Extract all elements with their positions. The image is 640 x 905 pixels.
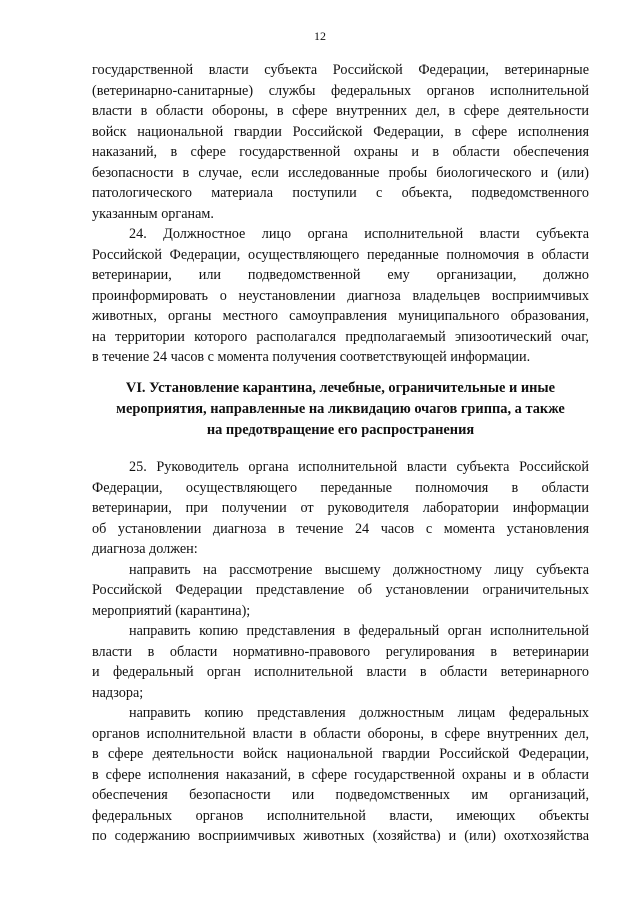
list-item-start: направить на рассмотрение высшему должностному лицу субъекта <box>129 561 589 578</box>
text-line: и федеральный орган исполнительной власти в области ветеринарного <box>92 664 589 680</box>
text-line: Российской Федерации представление об установлении ограничительных <box>92 582 589 598</box>
text-line: в сфере деятельности войск национальной гвардии Российской Федерации, <box>92 746 589 762</box>
text-line: федеральных органов исполнительной власти, имеющих объекты <box>92 807 589 824</box>
text-line: в сфере исполнения наказаний, в сфере государственной охраны и в области <box>92 766 589 783</box>
text-line: животных, органы местного самоуправления муниципального образования, <box>92 308 589 324</box>
heading-line: мероприятия, направленные на ликвидацию очагов гриппа, а также <box>116 401 565 417</box>
text-line: указанным органам. <box>92 205 214 222</box>
paragraph-24-start: 24. Должностное лицо органа исполнительной власти субъекта <box>129 226 589 242</box>
text-line: надзора; <box>92 684 144 701</box>
text-line: по содержанию восприимчивых животных (хозяйства) и (или) охотхозяйства <box>92 828 589 844</box>
heading-line: VI. Установление карантина, лечебные, ограничительные и иные <box>125 380 556 396</box>
body-text-bottom <box>92 457 589 847</box>
text-line: обеспечения безопасности или подведомственных им организаций, <box>92 787 589 803</box>
text-line: мероприятий (карантина); <box>92 602 251 619</box>
text-line: власти в области нормативно-правового регулирования в ветеринарии <box>92 643 589 660</box>
list-item-start: направить копию представления в федеральный орган исполнительной <box>129 623 589 639</box>
text-line: ветеринарии, или подведомственной ему организации, должно <box>92 267 589 283</box>
text-line: об установлении диагноза в течение 24 часов с момента установления <box>92 520 589 537</box>
paragraph-25-start: 25. Руководитель органа исполнительной власти субъекта Российской <box>129 459 589 475</box>
text-line: войск национальной гвардии Российской Федерации, в сфере исполнения <box>92 123 589 140</box>
list-item-start: направить копию представления должностным лицам федеральных <box>129 705 589 721</box>
text-line: безопасности в случае, если исследованные пробы биологического и (или) <box>92 164 589 181</box>
page-number: 12 <box>314 29 326 43</box>
text-line: государственной власти субъекта Российской Федерации, ветеринарные <box>92 62 589 78</box>
text-line: Российской Федерации, осуществляющего переданные полномочия в области <box>92 246 589 263</box>
section-heading <box>92 378 589 441</box>
text-line: патологического материала поступили с объекта, подведомственного <box>92 185 589 201</box>
text-line: (ветеринарно-санитарные) службы федеральных органов исполнительной <box>92 82 589 99</box>
text-line: Федерации, осуществляющего переданные полномочия в области <box>92 479 589 496</box>
text-line: на территории которого располагался предполагаемый эпизоотический очаг, <box>92 328 589 345</box>
text-line: власти в области обороны, в сфере внутренних дел, в сфере деятельности <box>92 103 589 119</box>
body-text-top <box>92 60 589 368</box>
heading-line: на предотвращение его распространения <box>206 422 475 438</box>
text-line: диагноза должен: <box>92 541 198 557</box>
text-line: проинформировать о неустановлении диагноза владельцев восприимчивых <box>92 287 589 304</box>
text-line: в течение 24 часов с момента получения соответствующей информации. <box>92 349 531 365</box>
text-line: ветеринарии, при получении от руководителя лаборатории информации <box>92 500 589 516</box>
text-line: наказаний, в сфере государственной охраны и в области обеспечения <box>92 144 589 160</box>
text-line: органов исполнительной власти в области обороны, в сфере внутренних дел, <box>92 725 589 742</box>
